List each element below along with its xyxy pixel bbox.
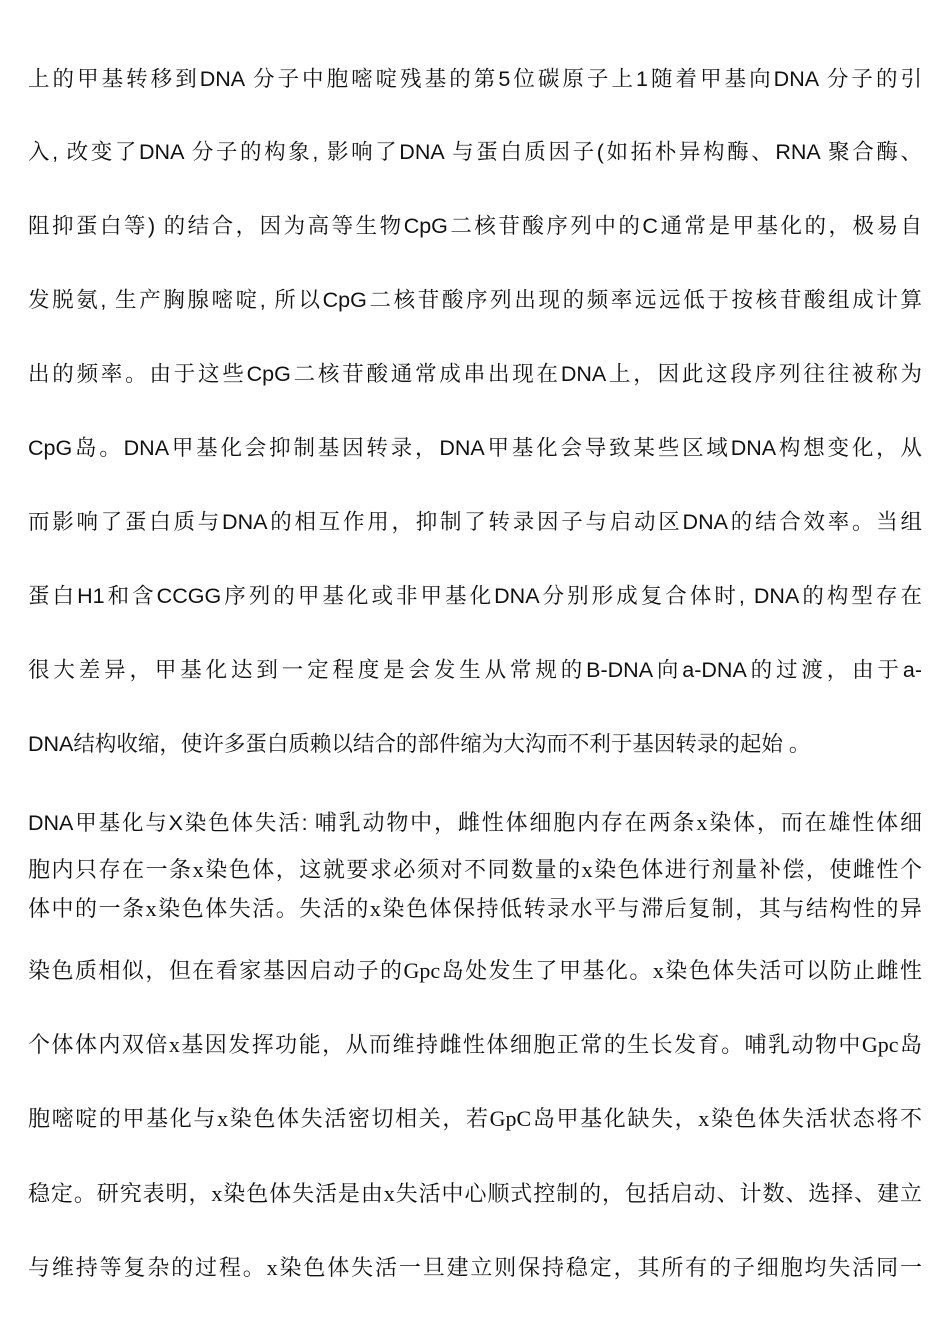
- paragraph-2-line-5: 个体体内双倍x基因发挥功能，从而维持雌性体细胞正常的生长发育。哺乳动物中Gpc岛: [28, 1032, 922, 1057]
- paragraph-1-line-4: 发脱氨, 生产胸腺嘧啶, 所以CpG二核苷酸序列出现的频率远远低于按核苷酸组成计算: [28, 288, 922, 312]
- paragraph-1-line-10: DNA结构收缩，使许多蛋白质赖以结合的部件缩为大沟而不利于基因转录的起始 。: [28, 732, 811, 756]
- paragraph-2-line-7: 稳定。研究表明，x染色体失活是由x失活中心顺式控制的，包括启动、计数、选择、建立: [28, 1181, 922, 1206]
- paragraph-1-line-8: 蛋白H1和含CCGG序列的甲基化或非甲基化DNA分别形成复合体时, DNA的构型存在: [28, 584, 922, 608]
- paragraph-1-line-9: 很大差异，甲基化达到一定程度是会发生从常规的B-DNA向a-DNA的过渡，由于a-: [28, 658, 922, 682]
- paragraph-1-line-3: 阻抑蛋白等) 的结合，因为高等生物CpG二核苷酸序列中的C通常是甲基化的，极易自: [28, 214, 922, 238]
- paragraph-2-line-4: 染色质相似，但在看家基因启动子的Gpc岛处发生了甲基化。x染色体失活可以防止雌性: [28, 958, 922, 983]
- paragraph-1-line-6: CpG岛。DNA甲基化会抑制基因转录，DNA甲基化会导致某些区域DNA构想变化，从: [28, 436, 922, 460]
- paragraph-2-line-1: [28, 808, 922, 838]
- paragraph-1-line-1: 上的甲基转移到DNA 分子中胞嘧啶残基的第5位碳原子上1随着甲基向DNA 分子的引: [28, 67, 922, 91]
- paragraph-2-line-2: 胞内只存在一条x染色体，这就要求必须对不同数量的x染色体进行剂量补偿，使雌性个: [28, 857, 922, 882]
- paragraph-2-line-3: 体中的一条x染色体失活。失活的x染色体保持低转录水平与滞后复制，其与结构性的异: [28, 896, 922, 921]
- section-heading: DNA甲基化与X染色体失活:: [28, 811, 308, 835]
- paragraph-2-line-6: 胞嘧啶的甲基化与x染色体失活密切相关，若GpC岛甲基化缺失，x染色体失活状态将不: [28, 1106, 922, 1131]
- paragraph-2-first-line-text: 哺乳动物中，雌性体细胞内存在两条x染体，而在雄性体细: [314, 810, 922, 835]
- paragraph-1-line-2: 入, 改变了DNA 分子的构象, 影响了DNA 与蛋白质因子(如拓朴异构酶、RNA 聚合酶、: [28, 140, 922, 164]
- paragraph-2-line-8: 与维持等复杂的过程。x染色体失活一旦建立则保持稳定，其所有的子细胞均失活同一: [28, 1255, 922, 1280]
- paragraph-1-line-5: 出的频率。由于这些CpG二核苷酸通常成串出现在DNA上，因此这段序列往往被称为: [28, 362, 922, 386]
- paragraph-1-line-7: 而影响了蛋白质与DNA的相互作用，抑制了转录因子与启动区DNA的结合效率。当组: [28, 510, 922, 534]
